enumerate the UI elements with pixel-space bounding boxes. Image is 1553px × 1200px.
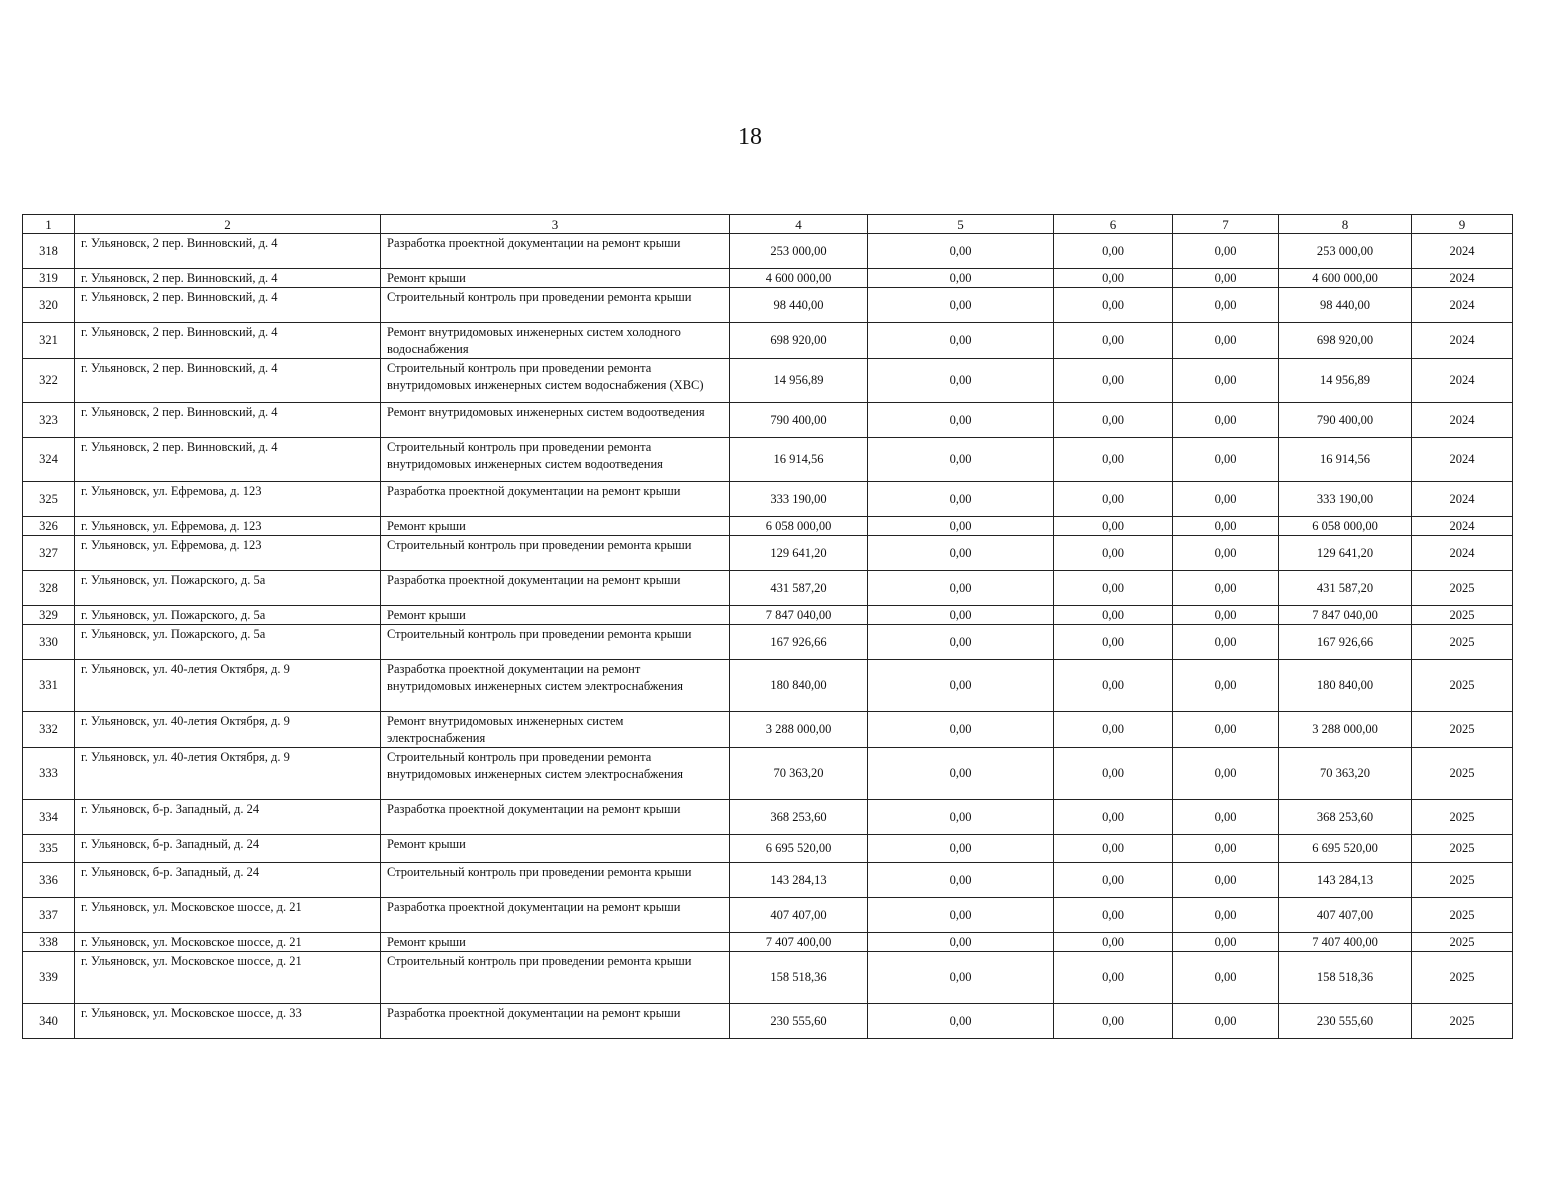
amount-col5-cell: 0,00 — [868, 403, 1054, 438]
table-row — [23, 660, 1513, 712]
amount-col8-cell: 167 926,66 — [1279, 625, 1412, 660]
amount-col6-cell: 0,00 — [1054, 606, 1173, 625]
amount-col5-cell: 0,00 — [868, 606, 1054, 625]
amount-col6-cell: 0,00 — [1054, 933, 1173, 952]
address-cell: г. Ульяновск, ул. Ефремова, д. 123 — [75, 536, 381, 571]
row-number-cell: 337 — [23, 898, 75, 933]
amount-col4-cell: 333 190,00 — [730, 482, 868, 517]
amount-col8-cell: 158 518,36 — [1279, 952, 1412, 1004]
amount-col4-cell: 129 641,20 — [730, 536, 868, 571]
amount-col8-cell: 4 600 000,00 — [1279, 269, 1412, 288]
amount-col8-cell: 333 190,00 — [1279, 482, 1412, 517]
address-cell: г. Ульяновск, б-р. Западный, д. 24 — [75, 863, 381, 898]
amount-col7-cell: 0,00 — [1173, 1004, 1279, 1039]
work-type-cell: Строительный контроль при проведении ремонта крыши — [381, 288, 730, 323]
amount-col6-cell: 0,00 — [1054, 1004, 1173, 1039]
row-number-cell: 320 — [23, 288, 75, 323]
amount-col5-cell: 0,00 — [868, 234, 1054, 269]
amount-col4-cell: 790 400,00 — [730, 403, 868, 438]
year-cell: 2025 — [1412, 952, 1513, 1004]
column-header: 1 — [23, 215, 75, 234]
work-type-cell: Ремонт крыши — [381, 269, 730, 288]
amount-col4-cell: 143 284,13 — [730, 863, 868, 898]
amount-col8-cell: 16 914,56 — [1279, 438, 1412, 482]
row-number-cell: 330 — [23, 625, 75, 660]
amount-col7-cell: 0,00 — [1173, 898, 1279, 933]
amount-col5-cell: 0,00 — [868, 863, 1054, 898]
amount-col5-cell: 0,00 — [868, 835, 1054, 863]
amount-col6-cell: 0,00 — [1054, 660, 1173, 712]
amount-col6-cell: 0,00 — [1054, 952, 1173, 1004]
work-type-cell: Ремонт крыши — [381, 933, 730, 952]
amount-col7-cell: 0,00 — [1173, 403, 1279, 438]
address-cell: г. Ульяновск, ул. Московское шоссе, д. 21 — [75, 933, 381, 952]
table-row — [23, 359, 1513, 403]
address-cell: г. Ульяновск, ул. Пожарского, д. 5а — [75, 625, 381, 660]
year-cell: 2025 — [1412, 625, 1513, 660]
address-cell: г. Ульяновск, 2 пер. Винновский, д. 4 — [75, 359, 381, 403]
year-cell: 2025 — [1412, 800, 1513, 835]
amount-col8-cell: 3 288 000,00 — [1279, 712, 1412, 748]
amount-col6-cell: 0,00 — [1054, 625, 1173, 660]
year-cell: 2024 — [1412, 359, 1513, 403]
amount-col4-cell: 6 058 000,00 — [730, 517, 868, 536]
amount-col7-cell: 0,00 — [1173, 863, 1279, 898]
year-cell: 2025 — [1412, 571, 1513, 606]
column-header: 9 — [1412, 215, 1513, 234]
address-cell: г. Ульяновск, 2 пер. Винновский, д. 4 — [75, 403, 381, 438]
table-row — [23, 606, 1513, 625]
address-cell: г. Ульяновск, ул. Ефремова, д. 123 — [75, 517, 381, 536]
amount-col4-cell: 6 695 520,00 — [730, 835, 868, 863]
amount-col7-cell: 0,00 — [1173, 359, 1279, 403]
amount-col8-cell: 6 695 520,00 — [1279, 835, 1412, 863]
amount-col8-cell: 6 058 000,00 — [1279, 517, 1412, 536]
amount-col8-cell: 368 253,60 — [1279, 800, 1412, 835]
amount-col8-cell: 7 847 040,00 — [1279, 606, 1412, 625]
amount-col5-cell: 0,00 — [868, 898, 1054, 933]
year-cell: 2024 — [1412, 234, 1513, 269]
year-cell: 2024 — [1412, 536, 1513, 571]
amount-col8-cell: 431 587,20 — [1279, 571, 1412, 606]
row-number-cell: 323 — [23, 403, 75, 438]
amount-col6-cell: 0,00 — [1054, 898, 1173, 933]
table-row — [23, 952, 1513, 1004]
amount-col8-cell: 7 407 400,00 — [1279, 933, 1412, 952]
table-row — [23, 835, 1513, 863]
column-header: 6 — [1054, 215, 1173, 234]
amount-col5-cell: 0,00 — [868, 323, 1054, 359]
work-type-cell: Разработка проектной документации на ремонт внутридомовых инженерных систем электроснабжения — [381, 660, 730, 712]
amount-col7-cell: 0,00 — [1173, 438, 1279, 482]
amount-col4-cell: 407 407,00 — [730, 898, 868, 933]
year-cell: 2025 — [1412, 712, 1513, 748]
year-cell: 2024 — [1412, 517, 1513, 536]
amount-col4-cell: 431 587,20 — [730, 571, 868, 606]
amount-col5-cell: 0,00 — [868, 536, 1054, 571]
amount-col7-cell: 0,00 — [1173, 660, 1279, 712]
row-number-cell: 329 — [23, 606, 75, 625]
column-header: 2 — [75, 215, 381, 234]
table-row — [23, 536, 1513, 571]
column-header: 7 — [1173, 215, 1279, 234]
address-cell: г. Ульяновск, ул. Пожарского, д. 5а — [75, 606, 381, 625]
amount-col8-cell: 143 284,13 — [1279, 863, 1412, 898]
column-header: 3 — [381, 215, 730, 234]
table-row — [23, 933, 1513, 952]
amount-col7-cell: 0,00 — [1173, 712, 1279, 748]
table-row — [23, 748, 1513, 800]
amount-col7-cell: 0,00 — [1173, 933, 1279, 952]
table-row — [23, 1004, 1513, 1039]
year-cell: 2024 — [1412, 403, 1513, 438]
table-row — [23, 712, 1513, 748]
row-number-cell: 328 — [23, 571, 75, 606]
amount-col7-cell: 0,00 — [1173, 234, 1279, 269]
amount-col4-cell: 3 288 000,00 — [730, 712, 868, 748]
address-cell: г. Ульяновск, ул. Пожарского, д. 5а — [75, 571, 381, 606]
table-header-row — [23, 215, 1513, 234]
amount-col4-cell: 7 847 040,00 — [730, 606, 868, 625]
work-type-cell: Ремонт внутридомовых инженерных систем холодного водоснабжения — [381, 323, 730, 359]
amount-col7-cell: 0,00 — [1173, 952, 1279, 1004]
address-cell: г. Ульяновск, ул. 40-летия Октября, д. 9 — [75, 712, 381, 748]
year-cell: 2025 — [1412, 933, 1513, 952]
address-cell: г. Ульяновск, ул. 40-летия Октября, д. 9 — [75, 748, 381, 800]
row-number-cell: 332 — [23, 712, 75, 748]
amount-col8-cell: 98 440,00 — [1279, 288, 1412, 323]
year-cell: 2025 — [1412, 863, 1513, 898]
row-number-cell: 338 — [23, 933, 75, 952]
amount-col6-cell: 0,00 — [1054, 288, 1173, 323]
year-cell: 2024 — [1412, 323, 1513, 359]
amount-col5-cell: 0,00 — [868, 269, 1054, 288]
amount-col5-cell: 0,00 — [868, 517, 1054, 536]
work-type-cell: Строительный контроль при проведении ремонта внутридомовых инженерных систем водоснабжения (ХВС) — [381, 359, 730, 403]
amount-col8-cell: 790 400,00 — [1279, 403, 1412, 438]
row-number-cell: 324 — [23, 438, 75, 482]
address-cell: г. Ульяновск, ул. Московское шоссе, д. 21 — [75, 898, 381, 933]
amount-col4-cell: 98 440,00 — [730, 288, 868, 323]
amount-col6-cell: 0,00 — [1054, 748, 1173, 800]
table-row — [23, 288, 1513, 323]
work-type-cell: Строительный контроль при проведении ремонта крыши — [381, 952, 730, 1004]
work-type-cell: Разработка проектной документации на ремонт крыши — [381, 482, 730, 517]
amount-col7-cell: 0,00 — [1173, 800, 1279, 835]
amount-col6-cell: 0,00 — [1054, 403, 1173, 438]
amount-col5-cell: 0,00 — [868, 288, 1054, 323]
amount-col4-cell: 158 518,36 — [730, 952, 868, 1004]
amount-col6-cell: 0,00 — [1054, 800, 1173, 835]
amount-col7-cell: 0,00 — [1173, 482, 1279, 517]
amount-col6-cell: 0,00 — [1054, 269, 1173, 288]
work-type-cell: Строительный контроль при проведении ремонта внутридомовых инженерных систем электроснабжения — [381, 748, 730, 800]
amount-col4-cell: 4 600 000,00 — [730, 269, 868, 288]
year-cell: 2024 — [1412, 482, 1513, 517]
amount-col4-cell: 180 840,00 — [730, 660, 868, 712]
amount-col8-cell: 180 840,00 — [1279, 660, 1412, 712]
amount-col6-cell: 0,00 — [1054, 234, 1173, 269]
amount-col6-cell: 0,00 — [1054, 536, 1173, 571]
amount-col4-cell: 7 407 400,00 — [730, 933, 868, 952]
page-number: 18 — [738, 124, 762, 150]
row-number-cell: 333 — [23, 748, 75, 800]
year-cell: 2024 — [1412, 288, 1513, 323]
row-number-cell: 340 — [23, 1004, 75, 1039]
amount-col5-cell: 0,00 — [868, 482, 1054, 517]
amount-col5-cell: 0,00 — [868, 625, 1054, 660]
row-number-cell: 321 — [23, 323, 75, 359]
work-type-cell: Разработка проектной документации на ремонт крыши — [381, 571, 730, 606]
amount-col5-cell: 0,00 — [868, 712, 1054, 748]
table-row — [23, 482, 1513, 517]
address-cell: г. Ульяновск, ул. 40-летия Октября, д. 9 — [75, 660, 381, 712]
amount-col8-cell: 698 920,00 — [1279, 323, 1412, 359]
amount-col8-cell: 70 363,20 — [1279, 748, 1412, 800]
address-cell: г. Ульяновск, 2 пер. Винновский, д. 4 — [75, 269, 381, 288]
amount-col6-cell: 0,00 — [1054, 835, 1173, 863]
address-cell: г. Ульяновск, 2 пер. Винновский, д. 4 — [75, 438, 381, 482]
amount-col4-cell: 698 920,00 — [730, 323, 868, 359]
amount-col5-cell: 0,00 — [868, 359, 1054, 403]
work-type-cell: Разработка проектной документации на ремонт крыши — [381, 1004, 730, 1039]
year-cell: 2025 — [1412, 835, 1513, 863]
amount-col5-cell: 0,00 — [868, 933, 1054, 952]
year-cell: 2024 — [1412, 269, 1513, 288]
work-type-cell: Ремонт внутридомовых инженерных систем электроснабжения — [381, 712, 730, 748]
row-number-cell: 331 — [23, 660, 75, 712]
amount-col7-cell: 0,00 — [1173, 517, 1279, 536]
row-number-cell: 319 — [23, 269, 75, 288]
amount-col5-cell: 0,00 — [868, 660, 1054, 712]
amount-col4-cell: 230 555,60 — [730, 1004, 868, 1039]
amount-col6-cell: 0,00 — [1054, 482, 1173, 517]
address-cell: г. Ульяновск, 2 пер. Винновский, д. 4 — [75, 288, 381, 323]
address-cell: г. Ульяновск, ул. Ефремова, д. 123 — [75, 482, 381, 517]
amount-col6-cell: 0,00 — [1054, 359, 1173, 403]
amount-col5-cell: 0,00 — [868, 952, 1054, 1004]
row-number-cell: 336 — [23, 863, 75, 898]
work-type-cell: Ремонт крыши — [381, 517, 730, 536]
work-type-cell: Ремонт внутридомовых инженерных систем водоотведения — [381, 403, 730, 438]
table-row — [23, 571, 1513, 606]
amount-col7-cell: 0,00 — [1173, 571, 1279, 606]
year-cell: 2025 — [1412, 606, 1513, 625]
amount-col4-cell: 167 926,66 — [730, 625, 868, 660]
work-type-cell: Разработка проектной документации на ремонт крыши — [381, 234, 730, 269]
row-number-cell: 325 — [23, 482, 75, 517]
amount-col6-cell: 0,00 — [1054, 438, 1173, 482]
row-number-cell: 335 — [23, 835, 75, 863]
amount-col7-cell: 0,00 — [1173, 606, 1279, 625]
table-row — [23, 517, 1513, 536]
work-type-cell: Ремонт крыши — [381, 606, 730, 625]
amount-col4-cell: 253 000,00 — [730, 234, 868, 269]
amount-col8-cell: 129 641,20 — [1279, 536, 1412, 571]
amount-col5-cell: 0,00 — [868, 571, 1054, 606]
year-cell: 2024 — [1412, 438, 1513, 482]
amount-col8-cell: 14 956,89 — [1279, 359, 1412, 403]
amount-col5-cell: 0,00 — [868, 438, 1054, 482]
row-number-cell: 318 — [23, 234, 75, 269]
amount-col7-cell: 0,00 — [1173, 748, 1279, 800]
row-number-cell: 322 — [23, 359, 75, 403]
amount-col7-cell: 0,00 — [1173, 835, 1279, 863]
amount-col7-cell: 0,00 — [1173, 625, 1279, 660]
address-cell: г. Ульяновск, 2 пер. Винновский, д. 4 — [75, 323, 381, 359]
amount-col8-cell: 407 407,00 — [1279, 898, 1412, 933]
address-cell: г. Ульяновск, 2 пер. Винновский, д. 4 — [75, 234, 381, 269]
work-type-cell: Строительный контроль при проведении ремонта крыши — [381, 536, 730, 571]
work-type-cell: Строительный контроль при проведении ремонта внутридомовых инженерных систем водоотведения — [381, 438, 730, 482]
amount-col7-cell: 0,00 — [1173, 288, 1279, 323]
amount-col7-cell: 0,00 — [1173, 269, 1279, 288]
amount-col5-cell: 0,00 — [868, 1004, 1054, 1039]
table-row — [23, 625, 1513, 660]
table-row — [23, 438, 1513, 482]
amount-col8-cell: 253 000,00 — [1279, 234, 1412, 269]
table-row — [23, 403, 1513, 438]
table-row — [23, 269, 1513, 288]
table-row — [23, 898, 1513, 933]
amount-col6-cell: 0,00 — [1054, 571, 1173, 606]
column-header: 8 — [1279, 215, 1412, 234]
amount-col5-cell: 0,00 — [868, 748, 1054, 800]
year-cell: 2025 — [1412, 1004, 1513, 1039]
year-cell: 2025 — [1412, 660, 1513, 712]
amount-col8-cell: 230 555,60 — [1279, 1004, 1412, 1039]
table-row — [23, 234, 1513, 269]
row-number-cell: 334 — [23, 800, 75, 835]
works-table — [22, 214, 1513, 1039]
amount-col4-cell: 16 914,56 — [730, 438, 868, 482]
column-header: 4 — [730, 215, 868, 234]
row-number-cell: 327 — [23, 536, 75, 571]
amount-col6-cell: 0,00 — [1054, 863, 1173, 898]
work-type-cell: Ремонт крыши — [381, 835, 730, 863]
year-cell: 2025 — [1412, 748, 1513, 800]
amount-col7-cell: 0,00 — [1173, 536, 1279, 571]
amount-col6-cell: 0,00 — [1054, 712, 1173, 748]
amount-col6-cell: 0,00 — [1054, 323, 1173, 359]
amount-col4-cell: 14 956,89 — [730, 359, 868, 403]
row-number-cell: 326 — [23, 517, 75, 536]
table-body — [23, 234, 1513, 1039]
row-number-cell: 339 — [23, 952, 75, 1004]
address-cell: г. Ульяновск, ул. Московское шоссе, д. 21 — [75, 952, 381, 1004]
amount-col4-cell: 70 363,20 — [730, 748, 868, 800]
work-type-cell: Разработка проектной документации на ремонт крыши — [381, 898, 730, 933]
year-cell: 2025 — [1412, 898, 1513, 933]
address-cell: г. Ульяновск, б-р. Западный, д. 24 — [75, 835, 381, 863]
work-type-cell: Разработка проектной документации на ремонт крыши — [381, 800, 730, 835]
table-row — [23, 863, 1513, 898]
amount-col4-cell: 368 253,60 — [730, 800, 868, 835]
amount-col7-cell: 0,00 — [1173, 323, 1279, 359]
address-cell: г. Ульяновск, ул. Московское шоссе, д. 33 — [75, 1004, 381, 1039]
table-row — [23, 800, 1513, 835]
column-header: 5 — [868, 215, 1054, 234]
table-row — [23, 323, 1513, 359]
address-cell: г. Ульяновск, б-р. Западный, д. 24 — [75, 800, 381, 835]
work-type-cell: Строительный контроль при проведении ремонта крыши — [381, 625, 730, 660]
amount-col5-cell: 0,00 — [868, 800, 1054, 835]
amount-col6-cell: 0,00 — [1054, 517, 1173, 536]
work-type-cell: Строительный контроль при проведении ремонта крыши — [381, 863, 730, 898]
